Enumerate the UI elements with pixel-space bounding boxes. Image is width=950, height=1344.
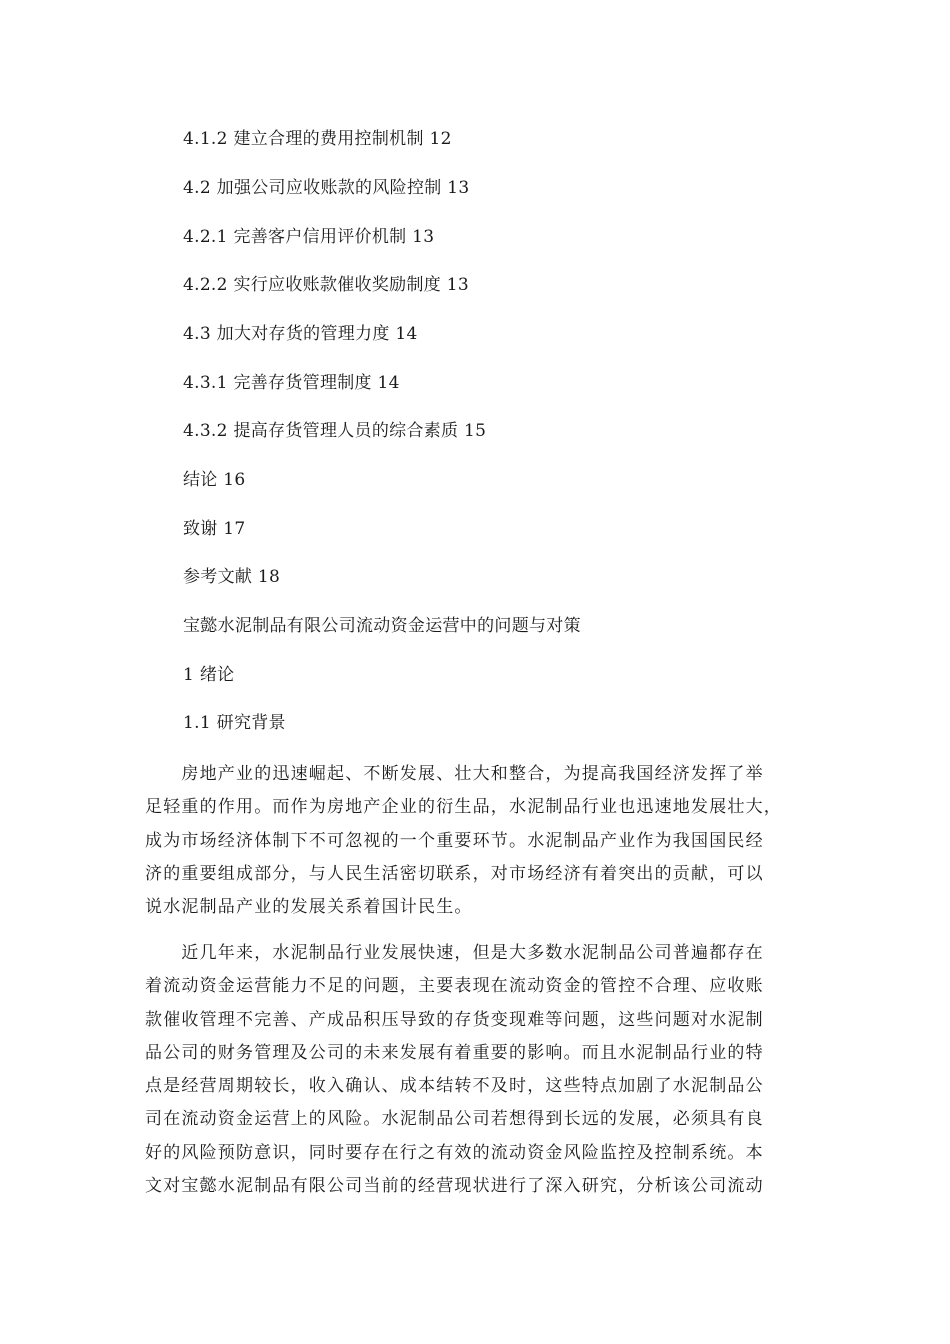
toc-entry-conclusion: 结论 16 (183, 470, 246, 490)
paragraph-line: 品公司的财务管理及公司的未来发展有着重要的影响。而且水泥制品行业的特 (145, 1042, 764, 1063)
toc-entry-4-3-1: 4.3.1 完善存货管理制度 14 (183, 373, 400, 393)
paragraph-line: 济的重要组成部分，与人民生活密切联系，对市场经济有着突出的贡献，可以 (145, 863, 764, 884)
toc-entry-4-2: 4.2 加强公司应收账款的风险控制 13 (183, 178, 470, 198)
paragraph-line: 说水泥制品产业的发展关系着国计民生。 (145, 897, 473, 918)
toc-entry-acknowledgement: 致谢 17 (183, 519, 246, 539)
paragraph-line: 司在流动资金运营上的风险。水泥制品公司若想得到长远的发展，必须具有良 (145, 1109, 764, 1130)
paragraph-line: 着流动资金运营能力不足的问题，主要表现在流动资金的管控不合理、应收账 (145, 976, 764, 997)
paragraph-line: 足轻重的作用。而作为房地产企业的衍生品，水泥制品行业也迅速地发展壮大， (145, 797, 782, 818)
toc-entry-4-1-2: 4.1.2 建立合理的费用控制机制 12 (183, 129, 452, 149)
paragraph-line: 款催收管理不完善、产成品积压导致的存货变现难等问题，这些问题对水泥制 (145, 1009, 764, 1030)
paragraph-line: 点是经营周期较长，收入确认、成本结转不及时，这些特点加剧了水泥制品公 (145, 1076, 764, 1097)
paragraph-line: 成为市场经济体制下不可忽视的一个重要环节。水泥制品产业作为我国国民经 (145, 830, 764, 851)
document-title: 宝懿水泥制品有限公司流动资金运营中的问题与对策 (183, 616, 581, 636)
section-heading: 1.1 研究背景 (183, 713, 286, 733)
paragraph-line: 近几年来，水泥制品行业发展快速，但是大多数水泥制品公司普遍都存在 (145, 943, 764, 963)
paragraph-line: 好的风险预防意识，同时要存在行之有效的流动资金风险监控及控制系统。本 (145, 1142, 764, 1163)
paragraph-research-background-1 (145, 758, 805, 924)
paragraph-line: 房地产业的迅速崛起、不断发展、壮大和整合，为提高我国经济发挥了举 (145, 764, 764, 784)
chapter-heading: 1 绪论 (183, 665, 235, 685)
toc-entry-4-2-1: 4.2.1 完善客户信用评价机制 13 (183, 227, 435, 247)
toc-entry-4-3: 4.3 加大对存货的管理力度 14 (183, 324, 418, 344)
paragraph-research-background-2 (145, 937, 805, 1203)
toc-entry-4-2-2: 4.2.2 实行应收账款催收奖励制度 13 (183, 275, 469, 295)
paragraph-line: 文对宝懿水泥制品有限公司当前的经营现状进行了深入研究，分析该公司流动 (145, 1176, 764, 1197)
toc-entry-4-3-2: 4.3.2 提高存货管理人员的综合素质 15 (183, 421, 487, 441)
toc-entry-references: 参考文献 18 (183, 567, 281, 587)
